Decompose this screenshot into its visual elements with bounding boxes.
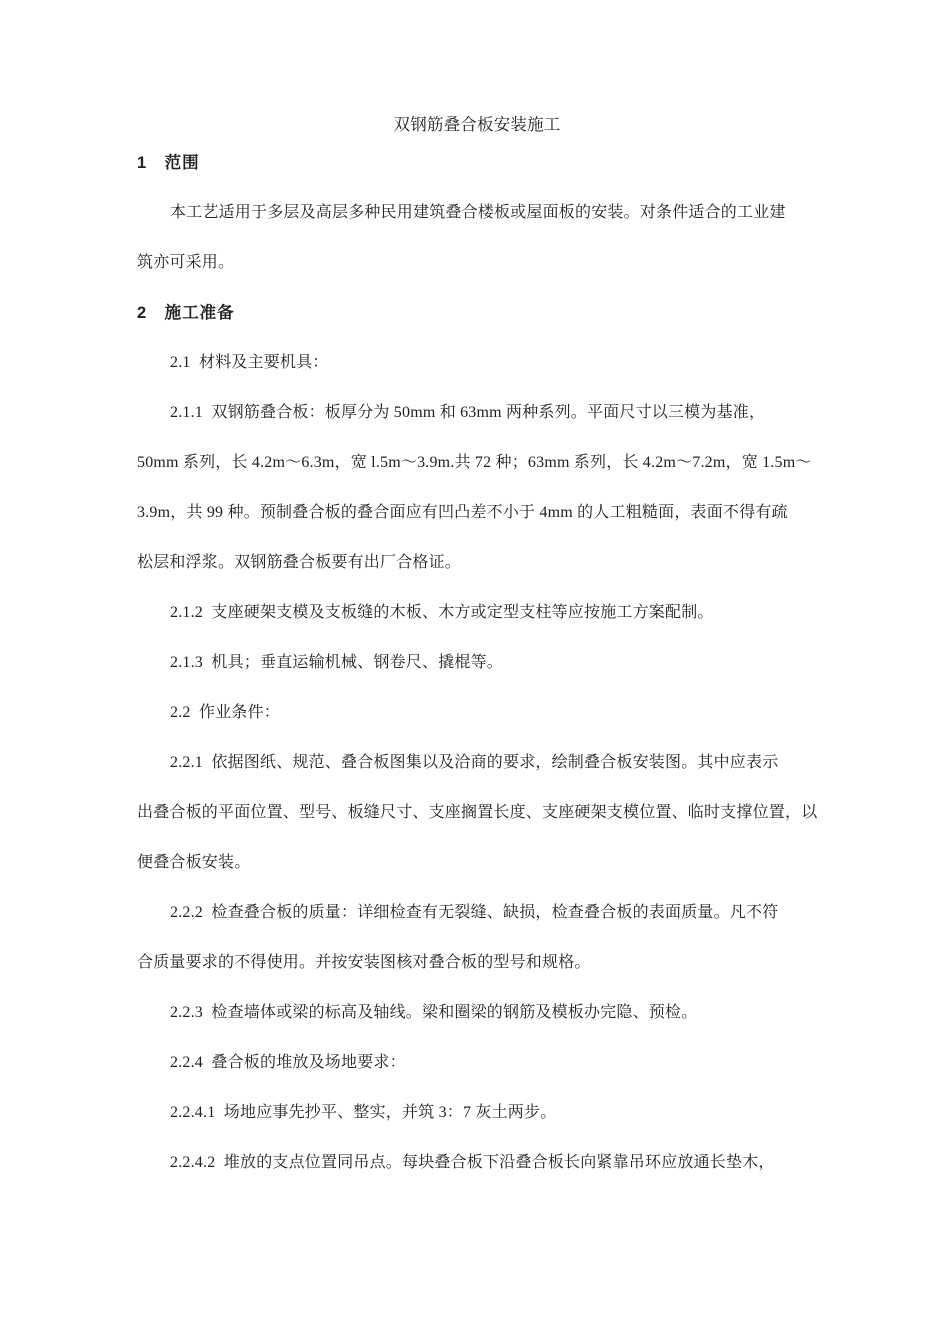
paragraph-line: 2.2 作业条件：: [170, 704, 281, 721]
paragraph-line: 2.2.4.2 堆放的支点位置同吊点。每块叠合板下沿叠合板长向紧靠吊环应放通长垫木，: [170, 1154, 775, 1171]
paragraph-line: 便叠合板安装。: [137, 854, 251, 871]
paragraph-line: 3.9m，共 99 种。预制叠合板的叠合面应有凹凸差不小于 4mm 的人工粗糙面，表面不得有疏: [137, 504, 788, 521]
paragraph-line: 松层和浮浆。双钢筋叠合板要有出厂合格证。: [137, 554, 462, 571]
paragraph-line: 2.2.1 依据图纸、规范、叠合板图集以及洽商的要求，绘制叠合板安装图。其中应表示: [170, 754, 779, 771]
paragraph-line: 合质量要求的不得使用。并按安装图核对叠合板的型号和规格。: [137, 954, 591, 971]
paragraph-line: 2.2.4 叠合板的堆放及场地要求：: [170, 1054, 406, 1071]
paragraph-line: 2.1.2 支座硬架支模及支板缝的木板、木方或定型支柱等应按施工方案配制。: [170, 604, 714, 621]
section-heading: 1 范围: [137, 153, 200, 172]
doc-title: 双钢筋叠合板安装施工: [393, 114, 561, 134]
paragraph-line: 2.1.3 机具；垂直运输机械、钢卷尺、撬棍等。: [170, 654, 504, 671]
paragraph-line: 2.1.1 双钢筋叠合板：板厚分为 50mm 和 63mm 两种系列。平面尺寸以三模为基准，: [170, 404, 766, 421]
paragraph-line: 2.2.3 检查墙体或梁的标高及轴线。梁和圈梁的钢筋及模板办完隐、预检。: [170, 1004, 698, 1021]
paragraph-line: 2.2.4.1 场地应事先抄平、整实，并筑 3：7 灰土两步。: [170, 1104, 557, 1121]
paragraph-line: 2.1 材料及主要机具：: [170, 354, 329, 371]
paragraph-line: 50mm 系列，长 4.2m～6.3m，宽 l.5m～3.9m.共 72 种；63mm 系列，长 4.2m～7.2m，宽 1.5m～: [137, 454, 812, 471]
paragraph-line: 筑亦可采用。: [137, 254, 235, 271]
paragraph-line: 2.2.2 检查叠合板的质量：详细检查有无裂缝、缺损，检查叠合板的表面质量。凡不符: [170, 904, 779, 921]
paragraph-line: 出叠合板的平面位置、型号、板缝尺寸、支座搁置长度、支座硬架支模位置、临时支撑位置，以: [137, 804, 818, 821]
paragraph-line: 本工艺适用于多层及高层多种民用建筑叠合楼板或屋面板的安装。对条件适合的工业建: [170, 204, 786, 221]
section-heading: 2 施工准备: [137, 303, 235, 322]
